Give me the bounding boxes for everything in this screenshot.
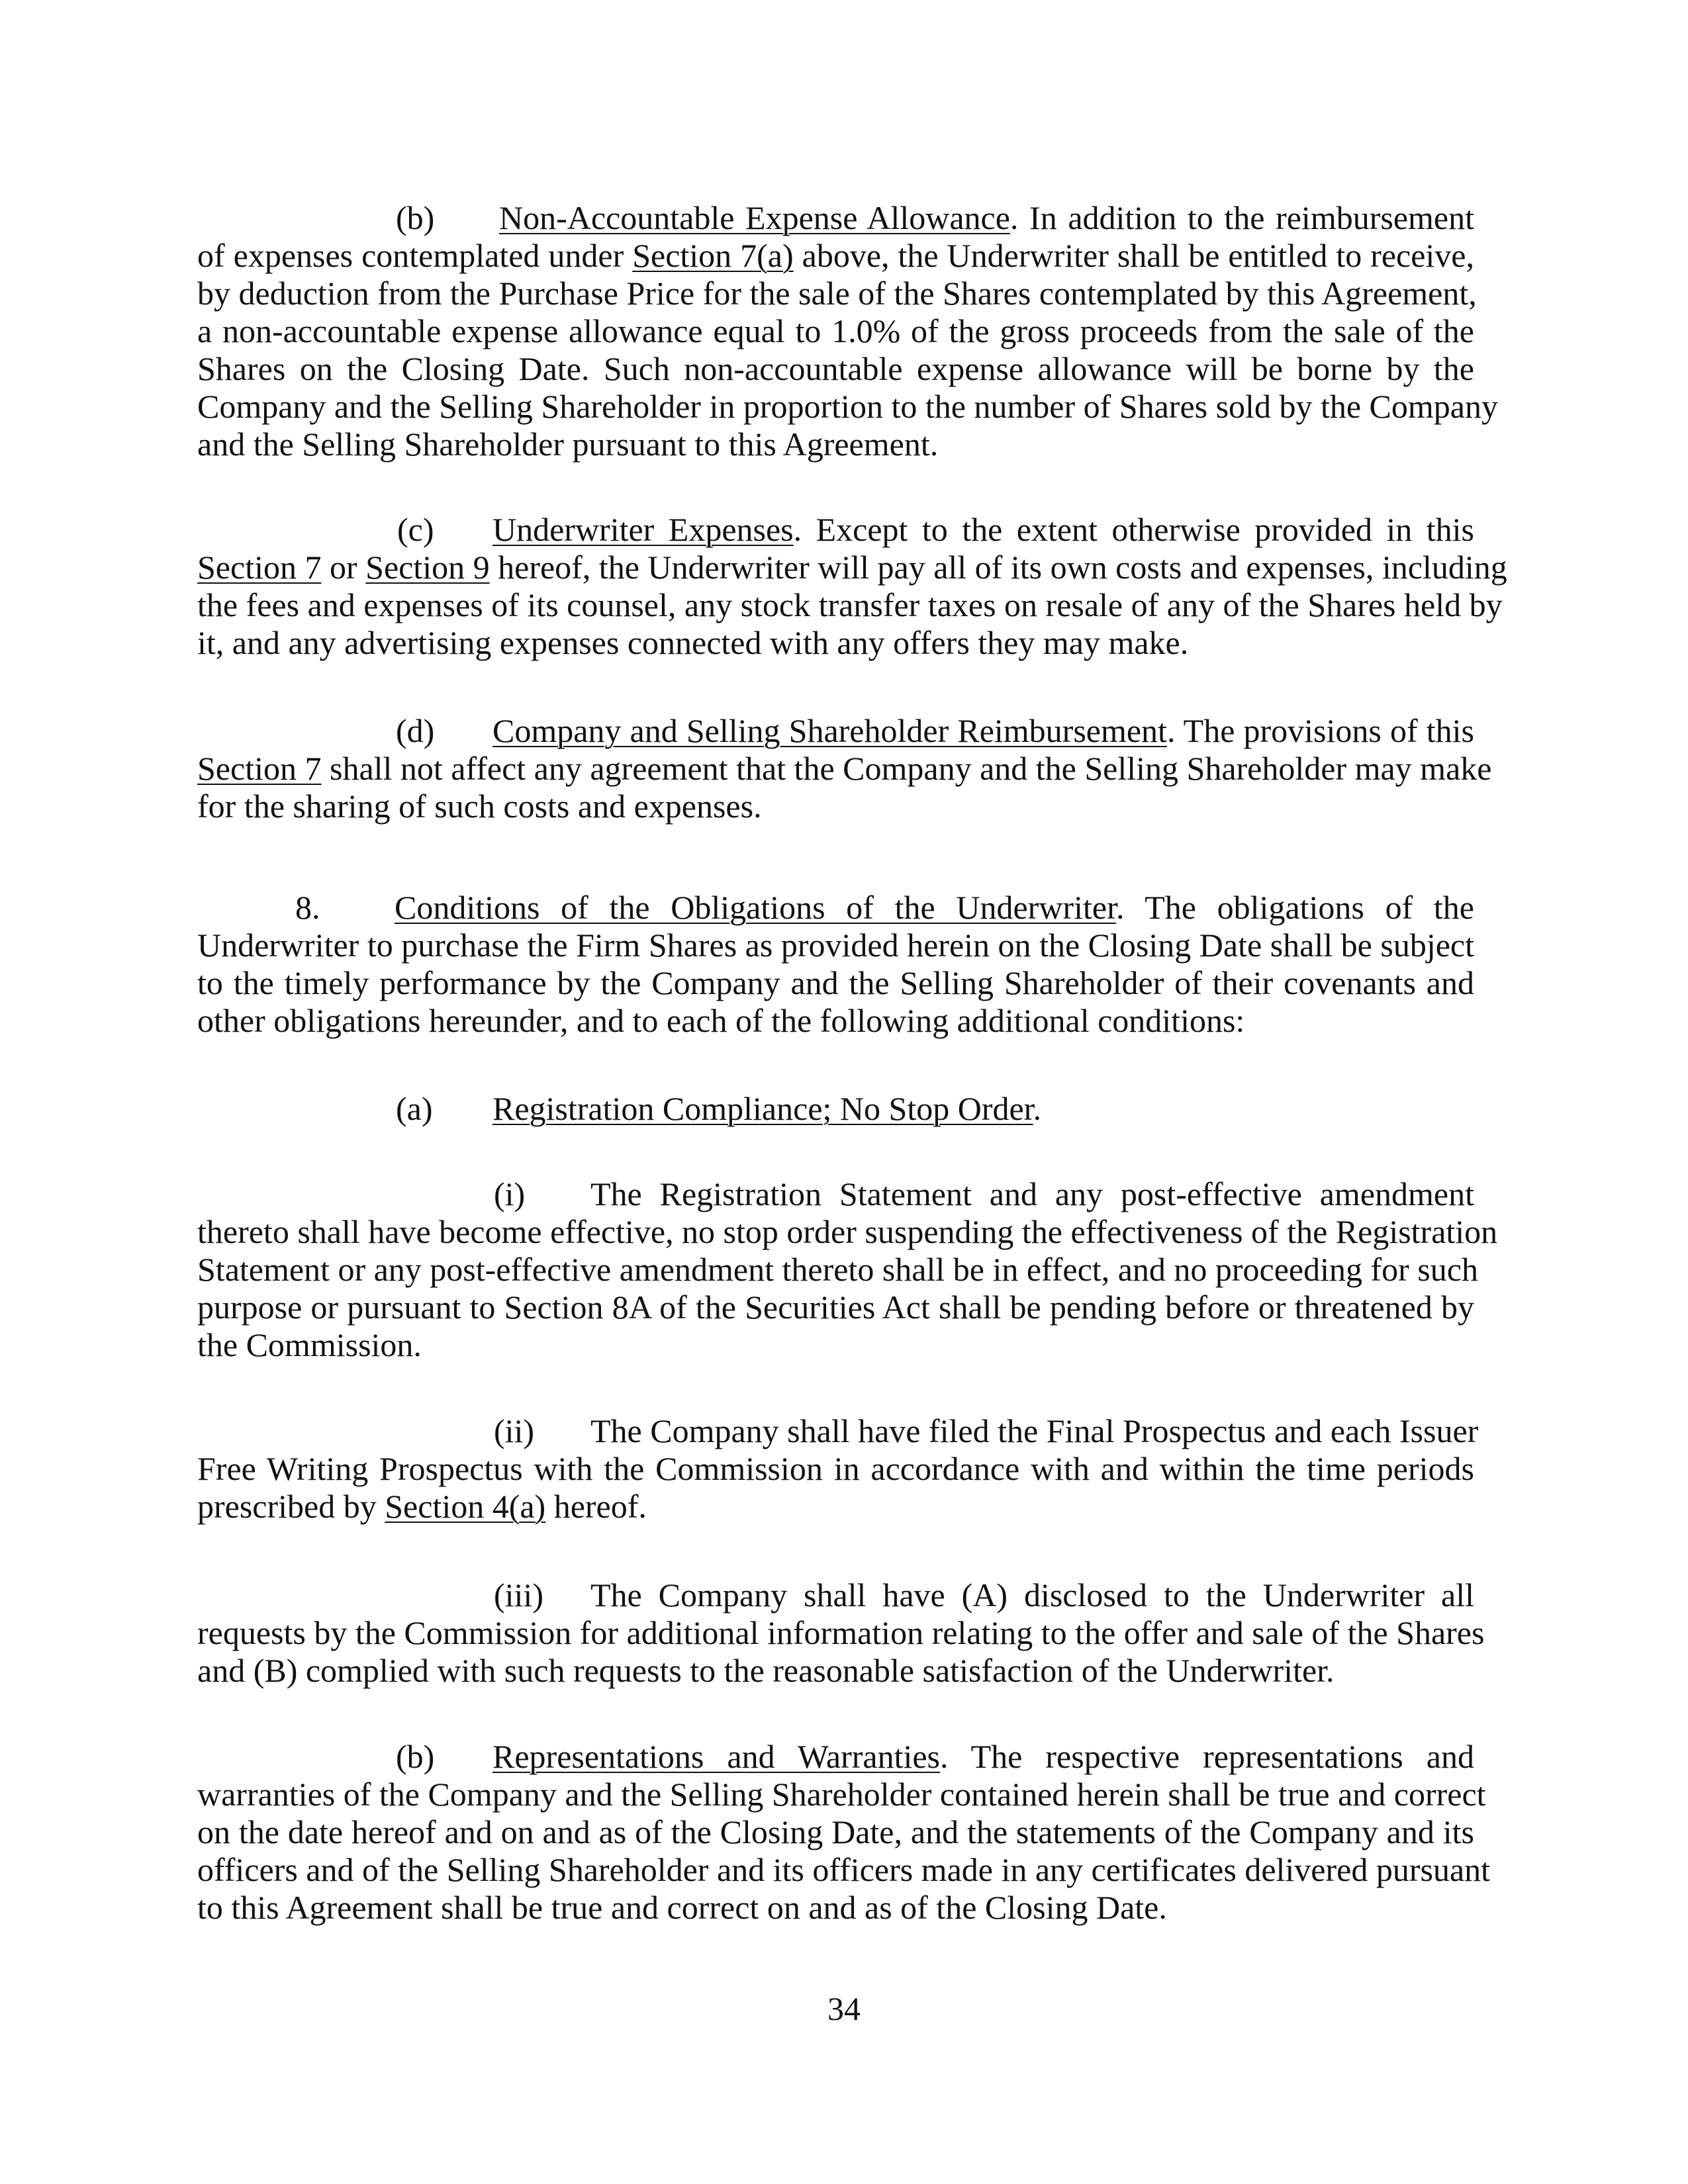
text: on the date hereof and on and as of the Closing Date, and the statements of the Company and its <box>197 1813 1474 1850</box>
section-reference: Section 7 <box>197 549 322 586</box>
text: The Company shall have (A) disclosed to the Underwriter all <box>590 1576 1474 1614</box>
text: by deduction from the Purchase Price for the sale of the Shares contemplated by this Agreement, <box>197 275 1477 312</box>
first-line-text <box>492 712 1474 750</box>
text: a non-accountable expense allowance equal to 1.0% of the gross proceeds from the sale of the <box>197 312 1474 349</box>
paragraph-8a-i <box>197 1175 1498 1364</box>
text: thereto shall have become effective, no stop order suspending the effectiveness of the Registration <box>197 1213 1498 1250</box>
text: warranties of the Company and the Selling Shareholder contained herein shall be true and correct <box>197 1776 1486 1813</box>
section-reference: Section 9 <box>365 549 490 586</box>
text: to this Agreement shall be true and correct on and as of the Closing Date. <box>197 1889 1167 1926</box>
clause-label: (i) <box>494 1175 526 1212</box>
text: of expenses contemplated under <box>197 237 633 274</box>
text: . The obligations of the <box>1115 889 1474 926</box>
clause-heading: Registration Compliance; No Stop Order <box>492 1090 1033 1127</box>
clause-label: (b) <box>396 199 435 236</box>
clause-label: (a) <box>396 1090 433 1127</box>
first-line-text <box>492 1738 1474 1776</box>
text: requests by the Commission for additional information relating to the offer and sale of the Shares <box>197 1614 1485 1651</box>
text: . <box>1033 1090 1042 1127</box>
text: purpose or pursuant to Section 8A of the Securities Act shall be pending before or threatened by <box>197 1289 1474 1326</box>
first-line-text <box>492 1090 1041 1128</box>
text: Company and the Selling Shareholder in proportion to the number of Shares sold by the Company <box>197 388 1498 425</box>
text: above, the Underwriter shall be entitled to receive, <box>793 237 1475 274</box>
text: hereof. <box>545 1488 647 1525</box>
clause-label: (ii) <box>494 1412 535 1449</box>
section-reference: Section 7 <box>197 750 322 787</box>
paragraph-7d <box>197 712 1492 825</box>
text: The Registration Statement and any post-effective amendment <box>590 1175 1474 1212</box>
text: . Except to the extent otherwise provided in this <box>793 511 1474 548</box>
text: officers and of the Selling Shareholder and its officers made in any certificates delivered pursuant <box>197 1851 1491 1888</box>
text: the fees and expenses of its counsel, any stock transfer taxes on resale of any of the Shares held by <box>197 586 1503 623</box>
text: and (B) complied with such requests to the reasonable satisfaction of the Underwriter. <box>197 1652 1335 1689</box>
text: prescribed by <box>197 1488 385 1525</box>
paragraph-7c <box>197 511 1507 662</box>
text: it, and any advertising expenses connected with any offers they may make. <box>197 624 1189 661</box>
section-number: 8. <box>295 889 320 926</box>
text: or <box>321 549 366 586</box>
text: Free Writing Prospectus with the Commission in accordance with and within the time periods <box>197 1450 1474 1487</box>
text: the Commission. <box>197 1326 422 1363</box>
text: hereof, the Underwriter will pay all of its own costs and expenses, including <box>489 549 1507 586</box>
clause-label: (c) <box>397 511 434 548</box>
text: . The provisions of this <box>1166 712 1474 749</box>
text: for the sharing of such costs and expenses. <box>197 788 762 825</box>
clause-heading: Non-Accountable Expense Allowance <box>499 199 1010 236</box>
paragraph-7b <box>197 199 1498 463</box>
clause-heading: Underwriter Expenses <box>492 511 794 548</box>
clause-label: (b) <box>396 1738 435 1775</box>
page-number: 34 <box>827 1990 861 2027</box>
text: Underwriter to purchase the Firm Shares as provided herein on the Closing Date shall be subject <box>197 927 1474 964</box>
clause-label: (d) <box>396 712 435 749</box>
paragraph-8b <box>197 1738 1491 1927</box>
text: . In addition to the reimbursement <box>1009 199 1474 236</box>
text: The Company shall have filed the Final Prospectus and each Issuer <box>590 1412 1479 1449</box>
first-line-text <box>499 199 1474 237</box>
text: Shares on the Closing Date. Such non-accountable expense allowance will be borne by the <box>197 350 1474 387</box>
text: and the Selling Shareholder pursuant to this Agreement. <box>197 426 939 463</box>
first-line-text <box>492 511 1474 549</box>
text: . The respective representations and <box>940 1738 1474 1775</box>
text: shall not affect any agreement that the Company and the Selling Shareholder may make <box>321 750 1492 787</box>
section-reference: Section 4(a) <box>385 1488 546 1525</box>
clause-heading: Company and Selling Shareholder Reimbursement <box>492 712 1167 749</box>
paragraph-8a <box>197 1090 1474 1128</box>
paragraph-8a-iii <box>197 1576 1485 1690</box>
text: other obligations hereunder, and to each of the following additional conditions: <box>197 1002 1245 1039</box>
text: to the timely performance by the Company and the Selling Shareholder of their covenants and <box>197 964 1474 1001</box>
paragraph-8a-ii <box>197 1412 1479 1525</box>
clause-label: (iii) <box>494 1576 543 1614</box>
paragraph-8 <box>197 889 1474 1040</box>
text: Statement or any post-effective amendment thereto shall be in effect, and no proceeding for such <box>197 1251 1478 1288</box>
section-reference: Section 7(a) <box>632 237 794 274</box>
clause-heading: Representations and Warranties <box>492 1738 941 1775</box>
section-heading: Conditions of the Obligations of the Underwriter <box>395 889 1116 926</box>
first-line-text <box>395 889 1474 927</box>
